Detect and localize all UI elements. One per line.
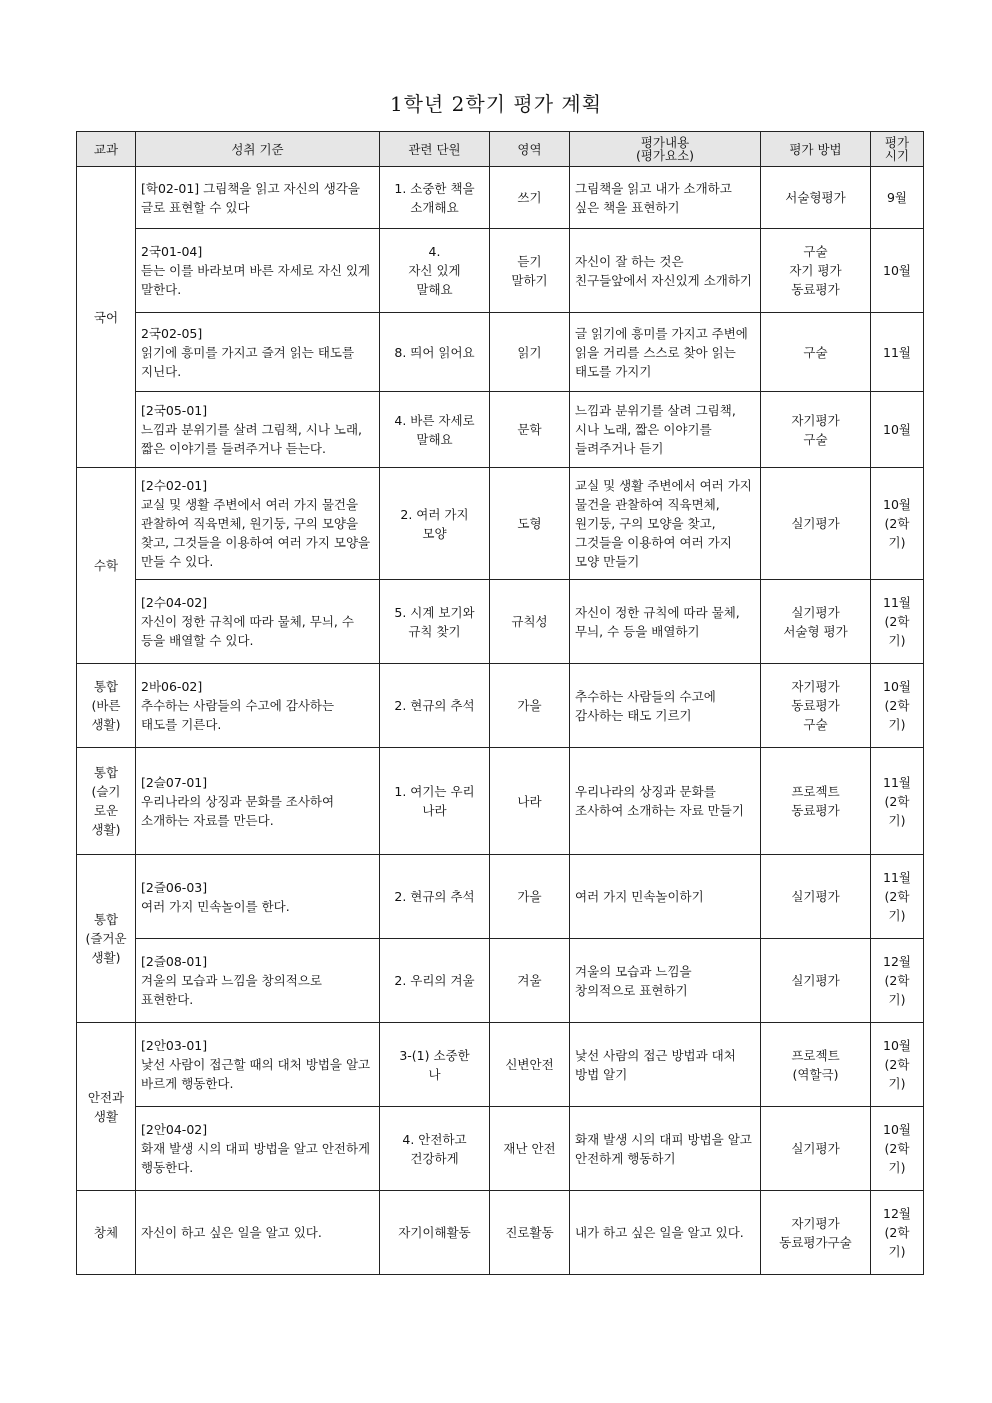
timing-cell: 9월 [871, 167, 924, 229]
content-cell: 자신이 잘 하는 것은 친구들앞에서 자신있게 소개하기 [570, 229, 761, 313]
standard-cell: [2국05-01] 느낌과 분위기를 살려 그림책, 시나 노래, 짧은 이야기를 들려주거나 듣는다. [136, 392, 380, 468]
unit-cell: 1. 여기는 우리 나라 [380, 748, 490, 855]
area-cell: 듣기 말하기 [490, 229, 570, 313]
header-method: 평가 방법 [761, 132, 871, 167]
method-cell: 자기평가 구술 [761, 392, 871, 468]
table-row [77, 748, 924, 855]
table-row [77, 580, 924, 664]
standard-cell: [2즐08-01] 겨울의 모습과 느낌을 창의적으로 표현한다. [136, 939, 380, 1023]
content-cell: 내가 하고 싶은 일을 알고 있다. [570, 1191, 761, 1275]
unit-cell: 4. 자신 있게 말해요 [380, 229, 490, 313]
subject-cell: 통합 (슬기 로운 생활) [77, 748, 136, 855]
unit-cell: 2. 현규의 추석 [380, 855, 490, 939]
content-cell: 느낌과 분위기를 살려 그림책, 시나 노래, 짧은 이야기를 들려주거나 듣기 [570, 392, 761, 468]
standard-cell: [2수04-02] 자신이 정한 규칙에 따라 물체, 무늬, 수 등을 배열할 수 있다. [136, 580, 380, 664]
table-row [77, 1023, 924, 1107]
content-cell: 낯선 사람의 접근 방법과 대처 방법 알기 [570, 1023, 761, 1107]
unit-cell: 4. 안전하고 건강하게 [380, 1107, 490, 1191]
timing-cell: 10월 (2학 기) [871, 1023, 924, 1107]
standard-cell: 2국02-05] 읽기에 흥미를 가지고 즐겨 읽는 태도를 지닌다. [136, 313, 380, 392]
timing-cell: 12월 (2학 기) [871, 1191, 924, 1275]
content-cell: 여러 가지 민속놀이하기 [570, 855, 761, 939]
subject-cell: 창체 [77, 1191, 136, 1275]
method-cell: 실기평가 서술형 평가 [761, 580, 871, 664]
unit-cell: 2. 우리의 겨울 [380, 939, 490, 1023]
method-cell: 구술 자기 평가 동료평가 [761, 229, 871, 313]
content-cell: 우리나라의 상징과 문화를 조사하여 소개하는 자료 만들기 [570, 748, 761, 855]
method-cell: 실기평가 [761, 855, 871, 939]
area-cell: 가을 [490, 855, 570, 939]
content-cell: 교실 및 생활 주변에서 여러 가지 물건을 관찰하여 직육면체, 원기둥, 구의 모양을 찾고, 그것들을 이용하여 여러 가지 모양 만들기 [570, 468, 761, 580]
area-cell: 규칙성 [490, 580, 570, 664]
area-cell: 문학 [490, 392, 570, 468]
standard-cell: [2안04-02] 화재 발생 시의 대피 방법을 알고 안전하게 행동한다. [136, 1107, 380, 1191]
header-content: 평가내용 (평가요소) [570, 132, 761, 167]
timing-cell: 10월 (2학 기) [871, 1107, 924, 1191]
table-row [77, 167, 924, 229]
subject-cell: 안전과 생활 [77, 1023, 136, 1191]
table-row [77, 1191, 924, 1275]
table-row [77, 855, 924, 939]
unit-cell: 자기이해활동 [380, 1191, 490, 1275]
subject-cell: 국어 [77, 167, 136, 468]
header-subject: 교과 [77, 132, 136, 167]
content-cell: 글 읽기에 흥미를 가지고 주변에 읽을 거리를 스스로 찾아 읽는 태도를 가지기 [570, 313, 761, 392]
table-row [77, 229, 924, 313]
method-cell: 자기평가 동료평가구술 [761, 1191, 871, 1275]
method-cell: 자기평가 동료평가 구술 [761, 664, 871, 748]
header-row [77, 132, 924, 167]
table-row [77, 468, 924, 580]
method-cell: 실기평가 [761, 939, 871, 1023]
unit-cell: 3-(1) 소중한 나 [380, 1023, 490, 1107]
method-cell: 프로젝트 동료평가 [761, 748, 871, 855]
header-standard: 성취 기준 [136, 132, 380, 167]
timing-cell: 11월 [871, 313, 924, 392]
standard-cell: [2즐06-03] 여러 가지 민속놀이를 한다. [136, 855, 380, 939]
timing-cell: 10월 (2학 기) [871, 468, 924, 580]
timing-cell: 12월 (2학 기) [871, 939, 924, 1023]
unit-cell: 8. 띄어 읽어요 [380, 313, 490, 392]
unit-cell: 5. 시계 보기와 규칙 찾기 [380, 580, 490, 664]
table-row [77, 664, 924, 748]
standard-cell: 자신이 하고 싶은 일을 알고 있다. [136, 1191, 380, 1275]
area-cell: 가을 [490, 664, 570, 748]
area-cell: 나라 [490, 748, 570, 855]
content-cell: 겨울의 모습과 느낌을 창의적으로 표현하기 [570, 939, 761, 1023]
unit-cell: 1. 소중한 책을 소개해요 [380, 167, 490, 229]
subject-cell: 통합 (바른 생활) [77, 664, 136, 748]
timing-cell: 11월 (2학 기) [871, 855, 924, 939]
unit-cell: 4. 바른 자세로 말해요 [380, 392, 490, 468]
content-cell: 추수하는 사람들의 수고에 감사하는 태도 기르기 [570, 664, 761, 748]
table-row [77, 313, 924, 392]
header-unit: 관련 단원 [380, 132, 490, 167]
method-cell: 서술형평가 [761, 167, 871, 229]
content-cell: 그림책을 읽고 내가 소개하고 싶은 책을 표현하기 [570, 167, 761, 229]
area-cell: 진로활동 [490, 1191, 570, 1275]
header-timing: 평가 시기 [871, 132, 924, 167]
unit-cell: 2. 현규의 추석 [380, 664, 490, 748]
evaluation-plan-table [76, 131, 924, 1275]
standard-cell: [2슬07-01] 우리나라의 상징과 문화를 조사하여 소개하는 자료를 만든다. [136, 748, 380, 855]
subject-cell: 통합 (즐거운 생활) [77, 855, 136, 1023]
area-cell: 겨울 [490, 939, 570, 1023]
timing-cell: 11월 (2학 기) [871, 748, 924, 855]
table-row [77, 939, 924, 1023]
timing-cell: 10월 (2학 기) [871, 664, 924, 748]
method-cell: 프로젝트 (역할극) [761, 1023, 871, 1107]
standard-cell: [학02-01] 그림책을 읽고 자신의 생각을 글로 표현할 수 있다 [136, 167, 380, 229]
method-cell: 실기평가 [761, 468, 871, 580]
timing-cell: 10월 [871, 392, 924, 468]
standard-cell: [2안03-01] 낯선 사람이 접근할 때의 대처 방법을 알고 바르게 행동한다. [136, 1023, 380, 1107]
method-cell: 구술 [761, 313, 871, 392]
content-cell: 화재 발생 시의 대피 방법을 알고 안전하게 행동하기 [570, 1107, 761, 1191]
table-row [77, 1107, 924, 1191]
content-cell: 자신이 정한 규칙에 따라 물체, 무늬, 수 등을 배열하기 [570, 580, 761, 664]
subject-cell: 수학 [77, 468, 136, 664]
timing-cell: 10월 [871, 229, 924, 313]
standard-cell: 2국01-04] 듣는 이를 바라보며 바른 자세로 자신 있게 말한다. [136, 229, 380, 313]
method-cell: 실기평가 [761, 1107, 871, 1191]
timing-cell: 11월 (2학 기) [871, 580, 924, 664]
unit-cell: 2. 여러 가지 모양 [380, 468, 490, 580]
area-cell: 도형 [490, 468, 570, 580]
standard-cell: 2바06-02] 추수하는 사람들의 수고에 감사하는 태도를 기른다. [136, 664, 380, 748]
area-cell: 재난 안전 [490, 1107, 570, 1191]
area-cell: 읽기 [490, 313, 570, 392]
standard-cell: [2수02-01] 교실 및 생활 주변에서 여러 가지 물건을 관찰하여 직육면체, 원기둥, 구의 모양을 찾고, 그것들을 이용하여 여러 가지 모양을 만들 수 있다. [136, 468, 380, 580]
table-body [77, 167, 924, 1275]
area-cell: 신변안전 [490, 1023, 570, 1107]
header-area: 영역 [490, 132, 570, 167]
document-title: 1학년 2학기 평가 계획 [389, 92, 603, 116]
area-cell: 쓰기 [490, 167, 570, 229]
table-row [77, 392, 924, 468]
